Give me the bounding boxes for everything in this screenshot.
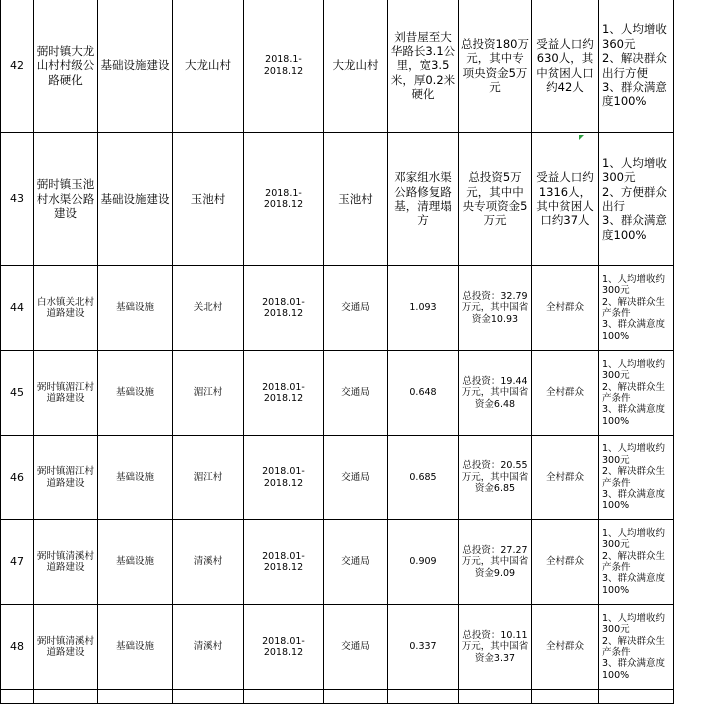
scale-cell: 0.648 [388,351,459,436]
category-cell: 基础设施建设 [98,0,173,133]
outcome-cell: 1、人均增收约300元 2、解决群众生产条件 3、群众满意度100% [599,436,674,520]
scale-cell: 刘昔屋至大华路长3.1公里，宽3.5米，厚0.2米硬化 [388,0,459,133]
row-number-cell: 44 [1,266,34,351]
scale-cell: 邓家组水渠公路修复路基，清理塌方 [388,133,459,266]
scale-cell: 0.685 [388,436,459,520]
responsible-unit-cell: 交通局 [324,436,388,520]
stub-cell [34,690,98,704]
project-name-cell: 弼时镇湄江村道路建设 [34,351,98,436]
project-name-cell: 弼时镇玉池村水渠公路建设 [34,133,98,266]
period-cell: 2018.01-2018.12 [244,520,324,605]
beneficiaries-cell: 受益人口约630人，其中贫困人口约42人 [532,0,599,133]
table-row [1,520,674,605]
category-cell: 基础设施 [98,605,173,690]
outcome-cell: 1、人均增收约300元 2、解决群众生产条件 3、群众满意度100% [599,351,674,436]
investment-cell: 总投资：19.44万元，其中国省资金6.48 [459,351,532,436]
stub-cell [98,690,173,704]
beneficiaries-cell: 受益人口约1316人，其中贫困人口约37人 [532,133,599,266]
row-number-cell: 48 [1,605,34,690]
responsible-unit-cell: 交通局 [324,520,388,605]
project-name-cell: 弼时镇湄江村道路建设 [34,436,98,520]
category-cell: 基础设施建设 [98,133,173,266]
period-cell: 2018.01-2018.12 [244,266,324,351]
category-cell: 基础设施 [98,266,173,351]
outcome-cell: 1、人均增收360元 2、解决群众出行方便 3、群众满意度100% [599,0,674,133]
table-row [1,133,674,266]
village-cell: 清溪村 [173,605,244,690]
row-number-cell: 45 [1,351,34,436]
period-cell: 2018.1-2018.12 [244,133,324,266]
responsible-unit-cell: 交通局 [324,266,388,351]
village-cell: 清溪村 [173,520,244,605]
responsible-unit-cell: 交通局 [324,351,388,436]
stub-cell [532,690,599,704]
stub-cell [1,690,34,704]
table-row [1,0,674,133]
cell-comment-marker [579,135,584,140]
outcome-cell: 1、人均增收约300元 2、解决群众生产条件 3、群众满意度100% [599,520,674,605]
stub-cell [244,690,324,704]
period-cell: 2018.1-2018.12 [244,0,324,133]
beneficiaries-cell: 全村群众 [532,351,599,436]
category-cell: 基础设施 [98,351,173,436]
village-cell: 湄江村 [173,436,244,520]
investment-cell: 总投资180万元，其中专项央资金5万元 [459,0,532,133]
outcome-cell: 1、人均增收300元 2、方便群众出行 3、群众满意度100% [599,133,674,266]
project-name-cell: 弼时镇大龙山村村级公路硬化 [34,0,98,133]
village-cell: 大龙山村 [173,0,244,133]
investment-cell: 总投资：32.79万元，其中国省资金10.93 [459,266,532,351]
stub-cell [599,690,674,704]
investment-cell: 总投资：20.55万元，其中国省资金6.85 [459,436,532,520]
table-row [1,266,674,351]
stub-cell [324,690,388,704]
table-row [1,351,674,436]
category-cell: 基础设施 [98,520,173,605]
responsible-unit-cell: 交通局 [324,605,388,690]
village-cell: 湄江村 [173,351,244,436]
investment-cell: 总投资：27.27万元，其中国省资金9.09 [459,520,532,605]
beneficiaries-cell: 全村群众 [532,520,599,605]
period-cell: 2018.01-2018.12 [244,436,324,520]
scale-cell: 1.093 [388,266,459,351]
row-number-cell: 46 [1,436,34,520]
stub-cell [173,690,244,704]
investment-cell: 总投资：10.11万元，其中国省资金3.37 [459,605,532,690]
next-row-stub [0,689,674,704]
row-number-cell: 43 [1,133,34,266]
project-name-cell: 弼时镇清溪村道路建设 [34,520,98,605]
investment-cell: 总投资5万元，其中中央专项资金5万元 [459,133,532,266]
stub-cell [459,690,532,704]
beneficiaries-cell: 全村群众 [532,436,599,520]
period-cell: 2018.01-2018.12 [244,351,324,436]
beneficiaries-cell: 全村群众 [532,605,599,690]
category-cell: 基础设施 [98,436,173,520]
village-cell: 玉池村 [173,133,244,266]
responsible-unit-cell: 大龙山村 [324,0,388,133]
row-number-cell: 42 [1,0,34,133]
table-row [1,605,674,690]
period-cell: 2018.01-2018.12 [244,605,324,690]
outcome-cell: 1、人均增收约300元 2、解决群众生产条件 3、群众满意度100% [599,266,674,351]
scale-cell: 0.337 [388,605,459,690]
project-name-cell: 白水镇关北村道路建设 [34,266,98,351]
project-name-cell: 弼时镇清溪村道路建设 [34,605,98,690]
scale-cell: 0.909 [388,520,459,605]
outcome-cell: 1、人均增收约300元 2、解决群众生产条件 3、群众满意度100% [599,605,674,690]
responsible-unit-cell: 玉池村 [324,133,388,266]
beneficiaries-cell: 全村群众 [532,266,599,351]
table-row [1,436,674,520]
village-cell: 关北村 [173,266,244,351]
row-number-cell: 47 [1,520,34,605]
stub-cell [388,690,459,704]
